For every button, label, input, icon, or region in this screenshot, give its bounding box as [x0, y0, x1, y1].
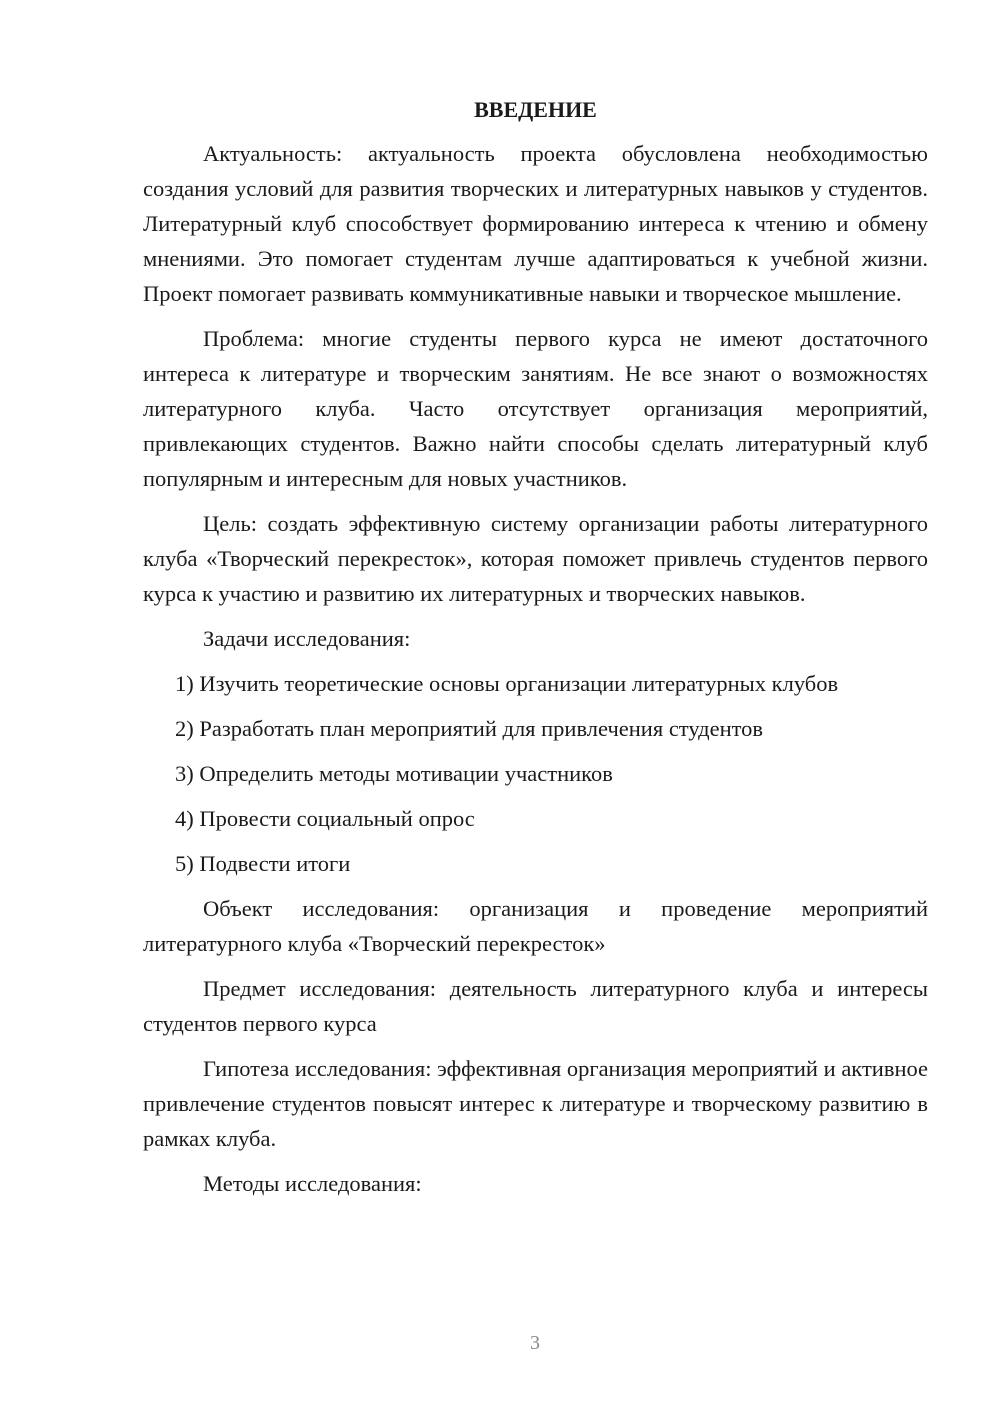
subject-paragraph: Предмет исследования: деятельность литературного клуба и интересы студентов первого курса: [143, 976, 928, 1036]
task-item: 2) Разработать план мероприятий для привлечения студентов: [175, 716, 764, 741]
goal-paragraph: Цель: создать эффективную систему организации работы литературного клуба «Творческий перекресток», которая поможет привлечь студентов первого курса к участию и развитию их литературных и творческих навыков.: [143, 511, 928, 606]
task-item: 4) Провести социальный опрос: [175, 806, 475, 831]
page-number: 3: [530, 1332, 540, 1354]
methods-heading: Методы исследования:: [203, 1171, 422, 1196]
task-item: 5) Подвести итоги: [175, 851, 351, 876]
relevance-paragraph: Актуальность: актуальность проекта обусловлена необходимостью создания условий для развития творческих и литературных навыков у студентов. Литературный клуб способствует формированию интереса к чтению и обмену мнениями. Это помогает студентам лучше адаптироваться к учебной жизни. Проект помогает развивать коммуникативные навыки и творческое мышление.: [143, 141, 928, 306]
document-title: ВВЕДЕНИЕ: [474, 97, 597, 122]
hypothesis-paragraph: Гипотеза исследования: эффективная организация мероприятий и активное привлечение студентов повысят интерес к литературе и творческому развитию в рамках клуба.: [143, 1056, 928, 1151]
document-page: [143, 92, 928, 1211]
object-paragraph: Объект исследования: организация и проведение мероприятий литературного клуба «Творческий перекресток»: [143, 896, 928, 956]
task-item: 3) Определить методы мотивации участников: [175, 761, 613, 786]
problem-paragraph: Проблема: многие студенты первого курса не имеют достаточного интереса к литературе и творческим занятиям. Не все знают о возможностях литературного клуба. Часто отсутствует организация мероприятий, привлекающих студентов. Важно найти способы сделать литературный клуб популярным и интересным для новых участников.: [143, 326, 928, 491]
tasks-heading: Задачи исследования:: [203, 626, 411, 651]
task-item: 1) Изучить теоретические основы организации литературных клубов: [175, 671, 839, 696]
tasks-list: [143, 666, 928, 881]
